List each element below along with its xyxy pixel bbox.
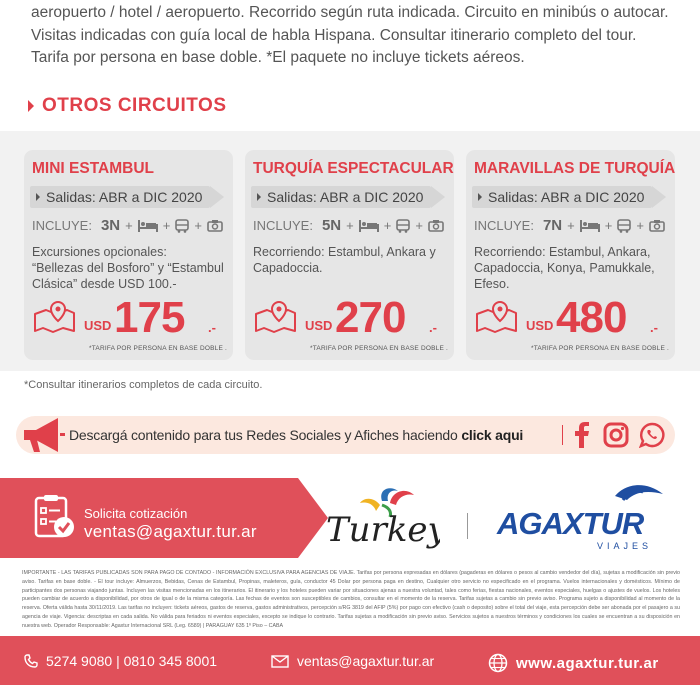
includes-row: INCLUYE: 3N + + + <box>32 217 223 234</box>
map-pin-icon <box>32 300 78 334</box>
price-value: 480 <box>556 293 627 342</box>
social-text-main: Descargá contenido para tus Redes Sociales y Afiches haciendo <box>69 427 458 443</box>
price-suffix: .- <box>208 320 216 335</box>
includes-label: INCLUYE: <box>253 218 313 233</box>
currency-label: USD <box>84 318 112 333</box>
globe-icon <box>488 653 508 673</box>
phone-text: 5274 9080 | 0810 345 8001 <box>46 653 218 669</box>
legal-text: IMPORTANTE - LAS TARIFAS PUBLICADAS SON PARA PAGO DE CONTADO - INFORMACIÓN EXCLUSIVA PARA AGENCIAS DE VIAJE. Tarifas por persona expresadas en dólares (pagaderas en dólares o pesos al cambio vendedor del día), sujetas a modificación sin previo aviso. Tarifas en base doble. - El tour incluye: Almuerzos, Bebidas, Cenas de Estambul, Propinas, maleteros, guía, conductor 45 Dolar por persona paga en destino, Cualquier otro servicio no especificado en el programa. Vuelos internacionales y domésticos. Mínimo de participantes dos personas viajando juntas. Incluyen las visitas mencionadas en los itinerarios. El itinerario y los hoteles pueden variar por situaciones ajenas a nuestra voluntad, tales como ferias, fiestas nacionales, eventos especiales, huelgas o ajustes de vuelos. Los hoteles pueden cambiar de acuerdo a disponibilidad, por otros de igual o de la misma categoría. Las fechas de eventos son susceptibles de cambios, consultar en el momento de la reserva. Tarifas sujetas a cambio sin previo aviso. Programa sujeto a disponibilidad al momento de la reserva. Oferta válida hasta 30/11/2019. Las tarifas no incluyen: tickets aéreos, gastos de reserva, gastos administrativos, percepción s/RG 3819 del AFIP (5%) por pago con efectivo (cash o deposito) sobre el total del viaje, esta percepción debe ser abonada por el pasajero a su agencia de viaje. Vigencia: descriptas en cada salida. No válida para feriados ni eventos especiales, excepto se indique lo contrario. Tarifas sujetas a modificación sin previo aviso. Servicios sujetos a nuestros términos y condiciones los cuales se encuentran a su disposición en nuestra web. Operador Responsable: Agaxtur Internacional SRL (Leg. 6589) | PARAGUAY 635 1º Piso – CABA <box>22 570 680 629</box>
salidas-text: Salidas: ABR a DIC 2020 <box>267 189 424 205</box>
social-text <box>69 427 523 443</box>
camera-icon <box>649 219 665 232</box>
bed-icon <box>359 220 379 232</box>
whatsapp-icon[interactable] <box>639 422 665 448</box>
price-suffix: .- <box>650 320 658 335</box>
agaxtur-logo-text: AGAXTUR <box>497 506 644 541</box>
logo-divider <box>467 513 468 539</box>
price-note: *TARIFA POR PERSONA EN BASE DOBLE . <box>310 345 449 352</box>
desc-line: Capadoccia, Konya, Pamukkale, <box>474 261 655 275</box>
currency-label: USD <box>526 318 554 333</box>
includes-label: INCLUYE: <box>474 218 534 233</box>
currency-label: USD <box>305 318 333 333</box>
instagram-icon[interactable] <box>603 422 629 448</box>
salidas-tag <box>251 186 431 208</box>
camera-icon <box>428 219 444 232</box>
quote-block[interactable] <box>0 478 298 558</box>
web-item[interactable] <box>488 653 659 673</box>
price-value: 175 <box>114 293 185 342</box>
email-item[interactable] <box>271 653 434 669</box>
bus-icon <box>617 219 631 233</box>
card-description <box>253 244 453 276</box>
bed-icon <box>138 220 158 232</box>
salidas-tag <box>30 186 210 208</box>
click-here-link[interactable]: click aqui <box>461 427 524 443</box>
desc-line: “Bellezas del Bosforo” y “Estambul <box>32 261 224 275</box>
section-title-text: OTROS CIRCUITOS <box>42 95 227 116</box>
desc-line: Recorriendo: Estambul, Ankara, <box>474 245 651 259</box>
price-value: 270 <box>335 293 406 342</box>
bus-icon <box>175 219 189 233</box>
intro-line: Tarifa por persona en base doble. *El paquete no incluye tickets aéreos. <box>31 49 525 66</box>
nights-count: 7N <box>542 217 563 234</box>
includes-row: INCLUYE: 7N + + + <box>474 217 665 234</box>
card-title: MINI ESTAMBUL <box>32 160 154 177</box>
caret-icon <box>257 193 261 201</box>
mail-icon <box>271 655 289 668</box>
circuit-card-maravillas-de-turquia[interactable] <box>466 150 675 360</box>
itinerary-footnote: *Consultar itinerarios completos de cada circuito. <box>24 379 263 391</box>
caret-icon <box>36 193 40 201</box>
includes-label: INCLUYE: <box>32 218 92 233</box>
nights-count: 3N <box>100 217 121 234</box>
clipboard-check-icon <box>34 493 76 539</box>
card-description <box>32 244 232 292</box>
divider <box>562 425 563 445</box>
web-text: www.agaxtur.tur.ar <box>516 654 659 672</box>
circuit-card-mini-estambul[interactable] <box>24 150 233 360</box>
agaxtur-logo <box>495 478 675 561</box>
phone-item[interactable] <box>24 653 217 669</box>
desc-line: Capadoccia. <box>253 261 323 275</box>
intro-line: aeropuerto / hotel / aeropuerto. Recorrido según ruta indicada. Circuito en minibús o autocar. <box>31 4 669 21</box>
intro-text <box>31 2 681 70</box>
desc-line: Clásica” desde USD 100.- <box>32 277 177 291</box>
card-title: TURQUÍA ESPECTACULAR <box>253 160 454 177</box>
price-suffix: .- <box>429 320 437 335</box>
quote-email[interactable]: ventas@agaxtur.tur.ar <box>84 522 257 541</box>
turkey-logo <box>320 481 440 560</box>
card-title: MARAVILLAS DE TURQUÍA <box>474 160 676 177</box>
nights-count: 5N <box>321 217 342 234</box>
circuit-card-turquia-espectacular[interactable] <box>245 150 454 360</box>
card-description <box>474 244 674 292</box>
price-note: *TARIFA POR PERSONA EN BASE DOBLE . <box>89 345 228 352</box>
bed-icon <box>580 220 600 232</box>
intro-line: Visitas indicadas con guía local de habla Hispana. Consultar itinerario completo del tour. <box>31 26 637 44</box>
includes-row: INCLUYE: 5N + + + <box>253 217 444 234</box>
salidas-text: Salidas: ABR a DIC 2020 <box>46 189 203 205</box>
map-pin-icon <box>474 300 520 334</box>
salidas-text: Salidas: ABR a DIC 2020 <box>488 189 645 205</box>
facebook-icon[interactable] <box>574 422 590 448</box>
map-pin-icon <box>253 300 299 334</box>
contact-bar <box>0 636 700 685</box>
desc-line: Efeso. <box>474 277 510 291</box>
camera-icon <box>207 219 223 232</box>
salidas-tag <box>472 186 652 208</box>
caret-icon <box>478 193 482 201</box>
price-note: *TARIFA POR PERSONA EN BASE DOBLE . <box>531 345 670 352</box>
social-banner[interactable] <box>16 416 675 454</box>
megaphone-icon <box>18 414 66 456</box>
phone-icon <box>24 654 38 668</box>
desc-line: Recorriendo: Estambul, Ankara y <box>253 245 436 259</box>
quote-label: Solicita cotización <box>84 506 188 521</box>
triangle-icon <box>28 100 34 112</box>
turkey-logo-text: Turkey <box>326 510 440 550</box>
bus-icon <box>396 219 410 233</box>
desc-line: Excursiones opcionales: <box>32 245 167 259</box>
viajes-text: VIAJES <box>597 541 653 551</box>
email-text: ventas@agaxtur.tur.ar <box>297 653 435 669</box>
section-title <box>28 95 227 117</box>
